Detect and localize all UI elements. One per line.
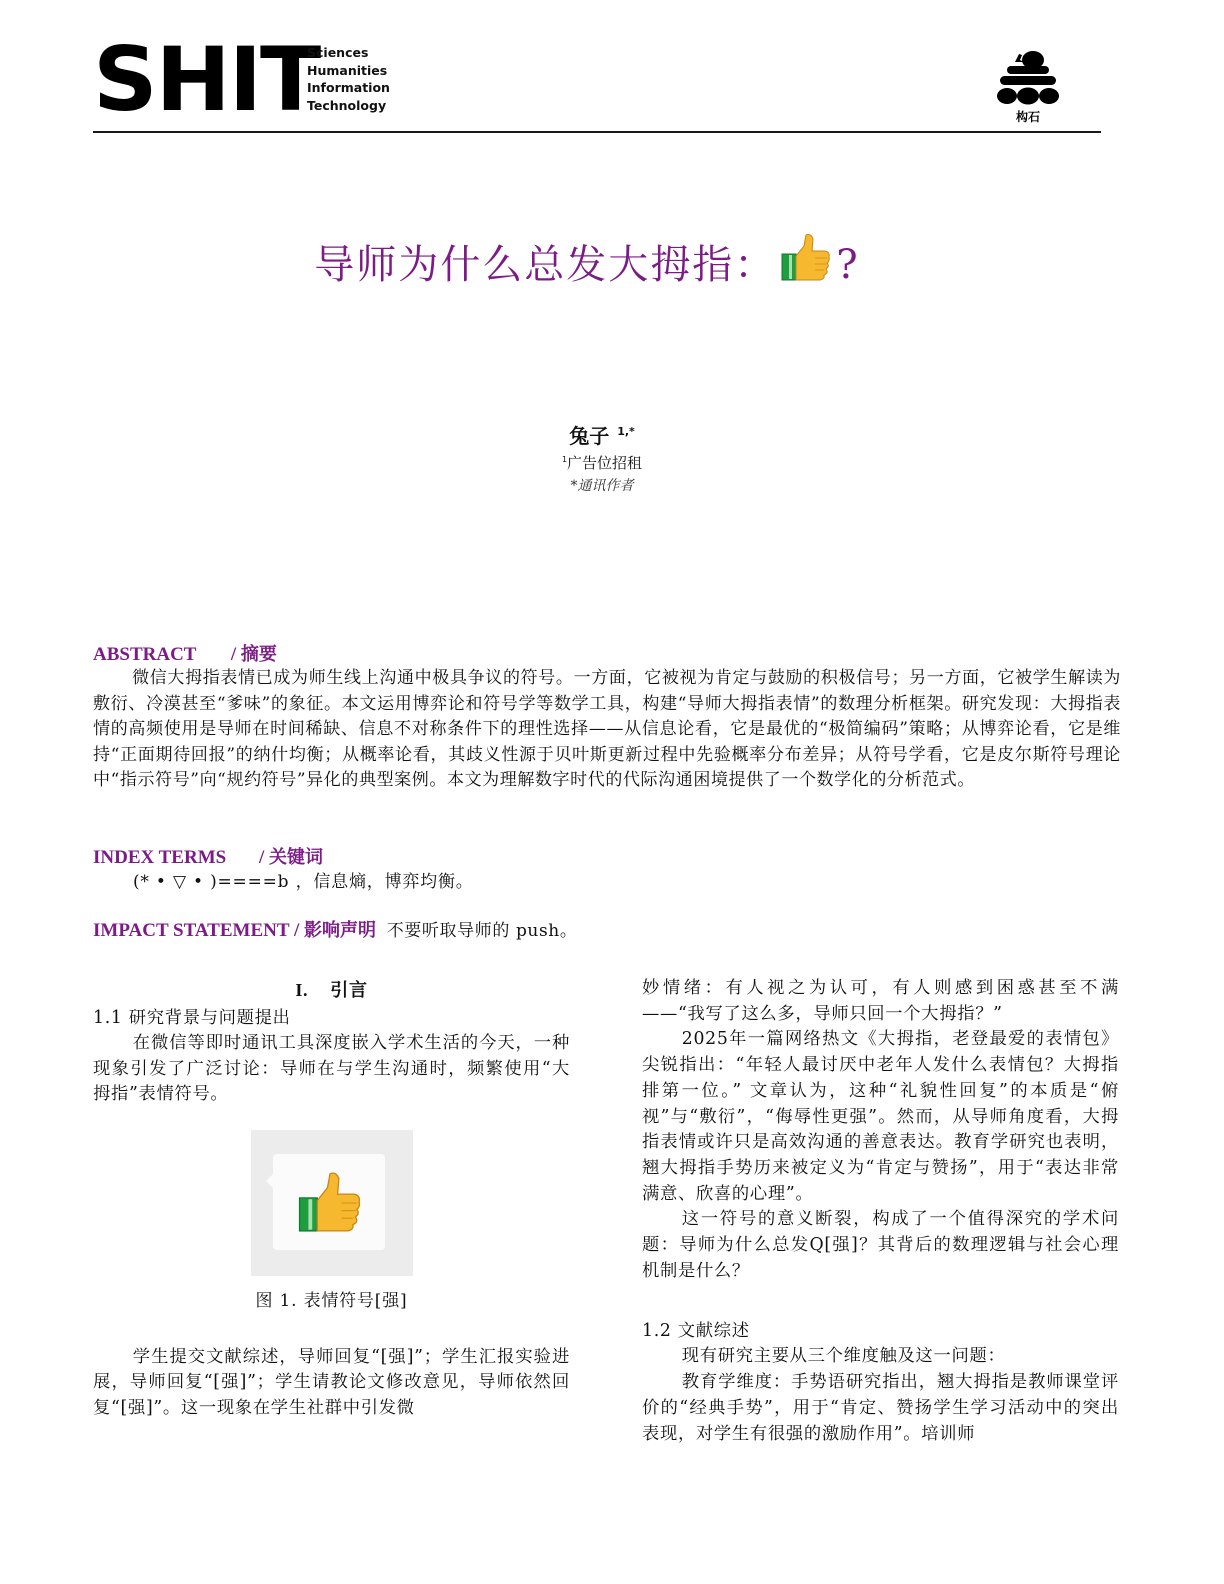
paragraph: 这一符号的意义断裂，构成了一个值得深究的学术问题：导师为什么总发Q[强]？其背后的数理逻辑与社会心理机制是什么？ [642, 1209, 1119, 1281]
abstract-section [93, 640, 1121, 794]
subsection-heading-1-1: 1.1 研究背景与问题提出 [93, 1008, 291, 1028]
impact-text: 不要听取导师的 push。 [386, 921, 578, 941]
abstract-text: 微信大拇指表情已成为师生线上沟通中极具争议的符号。一方面，它被视为肯定与鼓励的积极信号；另一方面，它被学生解读为敷衍、冷漠甚至“爹味”的象征。本文运用博弈论和符号学等数学工具，构建“导师大拇指表情”的数理分析框架。研究发现：大拇指表情的高频使用是导师在时间稀缺、信息不对称条件下的理性选择——从信息论看，它是最优的“极简编码”策略；从博弈论看，它是维持“正面期待回报”的纳什均衡；从概率论看，其歧义性源于贝叶斯更新过程中先验概率分布差异；从符号学看，它是皮尔斯符号理论中“指示符号”向“规约符号”异化的典型案例。本文为理解数字时代的代际沟通困境提供了一个数学化的分析范式。 [93, 668, 1121, 791]
index-terms-section [93, 843, 1121, 895]
chat-bubble [273, 1154, 385, 1250]
paragraph: 现有研究主要从三个维度触及这一问题： [681, 1346, 1006, 1367]
header-divider [93, 131, 1101, 133]
journal-logo: SHIT [93, 28, 320, 131]
author-superscript: 1,* [617, 425, 635, 438]
section-heading: I. 引言 [295, 980, 368, 1001]
paper-title [0, 232, 1174, 290]
right-column [642, 976, 1119, 1447]
paragraph-continued: 妙情绪：有人视之为认可，有人则感到困惑甚至不满——“我写了这么多，导师只回一个大拇指？” [642, 978, 1119, 1024]
paragraph: 学生提交文献综述，导师回复“[强]”；学生汇报实验进展，导师回复“[强]”；学生请教论文修改意见，导师依然回复“[强]”。这一现象在学生社群中引发微 [93, 1346, 570, 1418]
subsection-heading-1-2: 1.2 文献综述 [642, 1321, 750, 1342]
title-text: 导师为什么总发大拇指： [314, 242, 777, 288]
corresponding-author-note: *通讯作者 [570, 478, 634, 494]
left-column [93, 976, 570, 1422]
paragraph: 在微信等即时通讯工具深度嵌入学术生活的今天，一种现象引发了广泛讨论：导师在与学生沟通时，频繁使用“大拇指”表情符号。 [93, 1033, 570, 1105]
figure-1 [93, 1130, 570, 1314]
thumbs-up-icon [780, 232, 832, 284]
affiliation: $^1$广告位招租 [561, 454, 643, 472]
stone-logo-label: 构石 [1015, 110, 1040, 124]
paragraph: 教育学维度：手势语研究指出，翘大拇指是教师课堂评价的“经典手势”，用于“肯定、赞扬学生学习活动中的突出表现，对学生有很强的激励作用”。培训师 [642, 1372, 1119, 1444]
index-terms-label: INDEX TERMS / 关键词 [93, 847, 323, 868]
abstract-label: ABSTRACT / 摘要 [93, 644, 277, 665]
author-block [0, 420, 1204, 495]
figure-caption: 图 1. 表情符号[强] [255, 1290, 408, 1311]
index-terms-text: (* • ▽ • )====b ，信息熵，博弈均衡。 [133, 872, 474, 892]
journal-header [93, 28, 1101, 132]
paragraph: 2025年一篇网络热文《大拇指，老登最爱的表情包》尖锐指出：“年轻人最讨厌中老年人发什么表情包？大拇指排第一位。” 文章认为，这种“礼貌性回复”的本质是“俯视”与“敷衍”，“侮辱性更强”。然而，从导师角度看，大拇指表情或许只是高效沟通的善意表达。教育学研究也表明，翘大拇指手势历来被定义为“肯定与赞扬”，用于“表达非常满意、欣喜的心理”。 [642, 1029, 1119, 1204]
author-name: 兔子 $^{1,*}$ [569, 424, 635, 448]
figure-image [251, 1130, 413, 1276]
impact-statement [93, 916, 1121, 942]
title-suffix: ? [836, 242, 860, 288]
stone-pile-icon [993, 46, 1063, 106]
thumbs-up-icon [297, 1170, 363, 1236]
stone-pile-logo [993, 46, 1063, 122]
journal-logo-subtitle: Sciences Humanities Information Technology [307, 45, 390, 113]
impact-label: IMPACT STATEMENT / 影响声明 [93, 920, 376, 941]
